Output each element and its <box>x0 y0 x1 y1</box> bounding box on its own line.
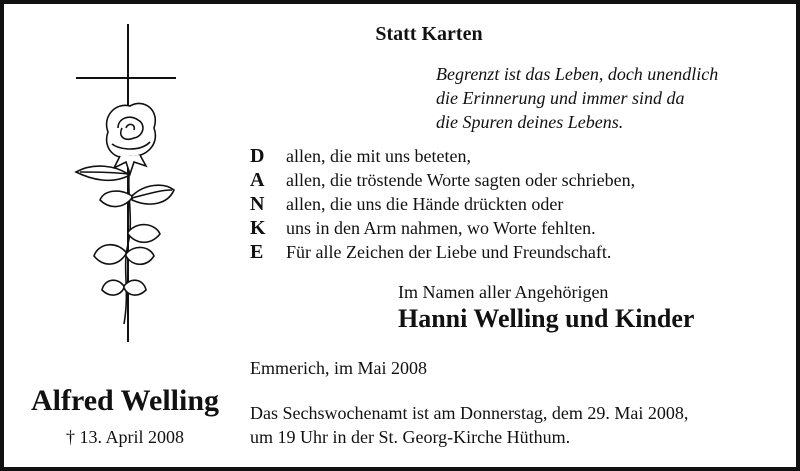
danke-letter: N <box>250 193 265 215</box>
family-intro: Im Namen aller Angehörigen <box>398 282 609 302</box>
danke-row <box>250 240 635 264</box>
quote-line: die Erinnerung und immer sind da <box>436 88 685 108</box>
danke-row <box>250 144 635 168</box>
danke-text: allen, die uns die Hände drückten oder <box>286 194 564 214</box>
danke-text: allen, die tröstende Worte sagten oder schrieben, <box>286 170 636 190</box>
danke-letter: D <box>250 145 265 167</box>
cross-with-rose-artwork <box>64 24 194 344</box>
quote-line: die Spuren deines Lebens. <box>436 112 624 132</box>
memorial-quote <box>436 62 718 134</box>
danke-letter: K <box>250 217 266 239</box>
place-date: Emmerich, im Mai 2008 <box>250 358 427 378</box>
danke-acrostic <box>250 144 635 264</box>
danke-letter: A <box>250 169 265 191</box>
danke-letter: E <box>250 241 264 263</box>
heading-statt-karten: Statt Karten <box>375 23 483 45</box>
danke-text: uns in den Arm nahmen, wo Worte fehlten. <box>286 218 596 238</box>
danke-row <box>250 168 635 192</box>
danke-row <box>250 192 635 216</box>
danke-row <box>250 216 635 240</box>
service-line: Das Sechswochenamt ist am Donnerstag, dem 29. Mai 2008, <box>250 403 689 423</box>
danke-text: Für alle Zeichen der Liebe und Freundschaft. <box>286 242 612 262</box>
death-date: † 13. April 2008 <box>65 427 184 447</box>
danke-text: allen, die mit uns beteten, <box>286 146 471 166</box>
quote-line: Begrenzt ist das Leben, doch unendlich <box>436 64 719 84</box>
rose-icon <box>76 103 174 324</box>
family-name: Hanni Welling und Kinder <box>398 304 695 333</box>
service-line: um 19 Uhr in der St. Georg-Kirche Hüthum. <box>250 427 571 447</box>
service-notice <box>250 401 688 449</box>
deceased-name: Alfred Welling <box>30 384 220 417</box>
